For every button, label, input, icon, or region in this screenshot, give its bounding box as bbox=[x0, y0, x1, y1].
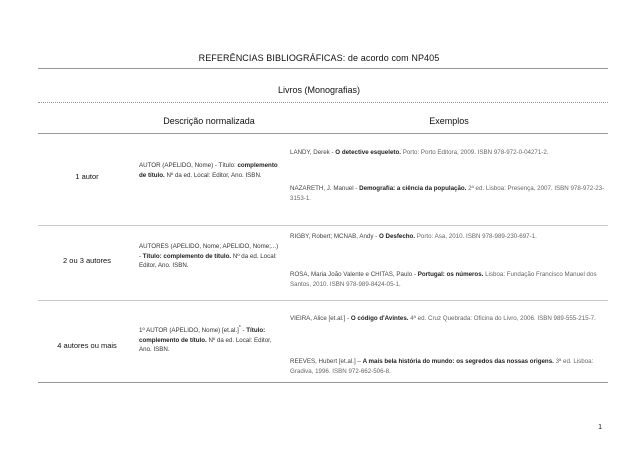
row-description-2-ou-3-autores bbox=[139, 242, 279, 271]
row-divider bbox=[38, 225, 608, 226]
description-bold-text: complemento de título. bbox=[139, 162, 278, 179]
example-entry bbox=[290, 184, 608, 203]
example-author: RIGBY, Robert; MCNAB, Andy - bbox=[290, 233, 379, 240]
row-label-1-autor: 1 autor bbox=[75, 172, 99, 181]
example-entry bbox=[290, 232, 608, 242]
example-title: O código d'Avintes. bbox=[350, 315, 409, 322]
page-title: REFERÊNCIAS BIBLIOGRÁFICAS: de acordo com NP405 bbox=[198, 53, 440, 63]
description-text: AUTOR (APELIDO, Nome) - Título: bbox=[139, 162, 238, 169]
example-entry bbox=[290, 314, 608, 324]
description-bold-text: Título: complemento de título. bbox=[139, 327, 266, 344]
example-publication: Porto: Porto Editora, 2009. ISBN 978-972-0-04271-2. bbox=[400, 149, 549, 156]
row-divider bbox=[38, 300, 608, 301]
description-text: Nº da ed. Local: Editor, Ano. ISBN. bbox=[139, 336, 272, 354]
page-number: 1 bbox=[598, 424, 602, 431]
column-header-description: Descrição normalizada bbox=[163, 116, 255, 126]
example-publication: 3ª ed. Lisboa: Gradiva, 1996. ISBN 972-662-506-8. bbox=[290, 358, 594, 375]
table-bottom-rule bbox=[38, 382, 608, 383]
description-text: - bbox=[240, 327, 247, 334]
example-entry bbox=[290, 270, 608, 289]
row-description-1-autor bbox=[139, 161, 279, 180]
example-title: A mais bela história do mundo: os segredos das nossas origens. bbox=[362, 358, 554, 365]
example-title: O Desfecho. bbox=[378, 233, 416, 240]
description-bold-text: Título: complemento de título. bbox=[142, 252, 232, 260]
footnote-marker: * bbox=[238, 324, 241, 331]
header-rule bbox=[38, 133, 608, 134]
example-publication: 4ª ed. Cruz Quebrada: Oficina do Livro, 2006. ISBN 989-555-215-7. bbox=[408, 315, 596, 322]
subtitle-rule bbox=[38, 102, 608, 103]
row-label-2-ou-3-autores: 2 ou 3 autores bbox=[63, 256, 111, 265]
example-title: Demografia: a ciência da população. bbox=[359, 185, 467, 192]
description-text: Nº da ed. Local: Editor, Ano. ISBN. bbox=[139, 252, 277, 270]
description-text: AUTORES (APELIDO, Nome; APELIDO, Nome;...) - bbox=[139, 243, 279, 260]
example-title: O detective esqueleto. bbox=[335, 149, 401, 156]
title-rule bbox=[38, 68, 608, 69]
example-entry bbox=[290, 148, 608, 158]
row-label-4-autores-ou-mais: 4 autores ou mais bbox=[57, 341, 117, 350]
example-entry bbox=[290, 357, 608, 376]
example-author: REEVES, Hubert [et.al.] – bbox=[290, 358, 363, 365]
example-author: NAZARETH, J. Manuel - bbox=[290, 185, 360, 192]
example-author: LANDY, Derek - bbox=[290, 149, 336, 156]
section-subtitle: Livros (Monografias) bbox=[277, 85, 361, 95]
description-text: 1º AUTOR (APELIDO, Nome) [et.al.] bbox=[139, 327, 239, 334]
example-author: VIEIRA, Alice [et.al.] - bbox=[290, 315, 351, 322]
column-header-examples: Exemplos bbox=[429, 116, 469, 126]
example-publication: 2ª ed. Lisboa: Presença, 2007. ISBN 978-972-23-3153-1. bbox=[290, 185, 605, 202]
example-publication: Lisboa: Fundação Francisco Manuel dos Santos, 2010. ISBN 978-989-8424-05-1. bbox=[290, 271, 597, 288]
description-text: Nº da ed. Local: Editor, Ano. ISBN. bbox=[164, 171, 262, 179]
example-publication: Porto: Asa, 2010. ISBN 978-989-230-697-1. bbox=[415, 233, 537, 240]
example-title: Portugal: os números. bbox=[417, 271, 484, 278]
example-author: ROSA, Maria João Valente e CHITAS, Paulo - bbox=[290, 271, 418, 278]
row-description-4-autores-ou-mais bbox=[139, 326, 279, 355]
